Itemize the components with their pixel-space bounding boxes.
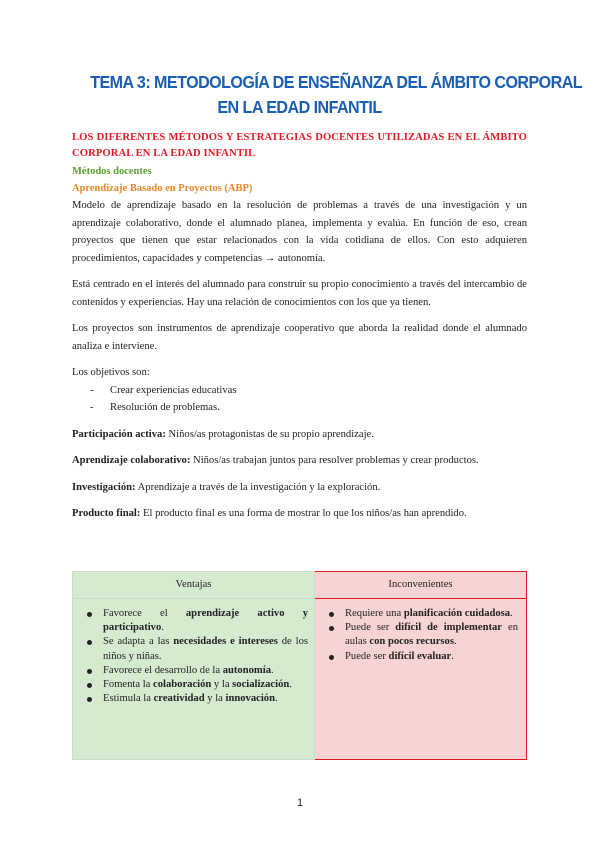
definition-investigacion: Investigación: Aprendizaje a través de la investigación y la exploración.	[72, 481, 381, 493]
definition-producto-final: Producto final: El producto final es una forma de mostrar lo que los niños/as han aprendido.	[72, 508, 467, 519]
list-item: - Crear experiencias educativas	[90, 384, 237, 396]
title-line-2: EN LA EDAD INFANTIL	[217, 97, 382, 117]
page-title	[90, 70, 583, 120]
list-item: Estimula la creatividad y la innovación.	[81, 692, 308, 706]
subsubheading: Aprendizaje Basado en Proyectos (ABP)	[72, 183, 253, 194]
table-header-pros: Ventajas	[73, 572, 315, 599]
list-item: - Resolución de problemas.	[90, 402, 220, 413]
objectives-list	[72, 382, 527, 417]
list-item: Puede ser difícil evaluar.	[323, 650, 518, 664]
document-page	[72, 70, 583, 523]
table-header-cons: Inconvenientes	[315, 572, 527, 599]
list-item: Requiere una planificación cuidadosa.	[323, 607, 518, 621]
title-line-1: TEMA 3: METODOLOGÍA DE ENSEÑANZA DEL ÁMBITO CORPORAL	[90, 72, 583, 92]
objectives-intro: Los objetivos son:	[72, 367, 150, 378]
list-item: Puede ser difícil de implementar en aulas con pocos recursos.	[323, 621, 518, 649]
section-heading: LOS DIFERENTES MÉTODOS Y ESTRATEGIAS DOCENTES UTILIZADAS EN EL ÁMBITO CORPORAL EN LA EDAD INFANTIL	[72, 132, 527, 159]
pros-cons-table	[72, 571, 527, 760]
list-item: Favorece el desarrollo de la autonomía.	[81, 664, 308, 678]
cons-cell	[315, 599, 527, 760]
page-number: 1	[296, 797, 304, 809]
definition-participacion: Participación activa: Niños/as protagonistas de su propio aprendizaje.	[72, 428, 374, 440]
paragraph-3: Los proyectos son instrumentos de aprendizaje cooperativo que aborda la realidad donde el alumnado analiza e interviene.	[72, 323, 527, 352]
definition-aprendizaje-colaborativo: Aprendizaje colaborativo: Niños/as trabajan juntos para resolver problemas y crear productos.	[72, 455, 479, 466]
list-item: Favorece el aprendizaje activo y participativo.	[81, 607, 308, 635]
pros-cell	[73, 599, 315, 760]
subheading: Métodos docentes	[72, 166, 152, 177]
paragraph-2: Está centrado en el interés del alumnado para construir su propio conocimiento a través del intercambio de contenidos y experiencias. Hay una relación de conocimientos con los que ya tienen.	[72, 279, 527, 308]
list-item: Se adapta a las necesidades e intereses de los niños y niñas.	[81, 635, 308, 663]
list-item: Fomenta la colaboración y la socialización.	[81, 678, 308, 692]
paragraph-1: Modelo de aprendizaje basado en la resolución de problemas a través de una investigación y un aprendizaje colaborativo, donde el alumnado planea, implementa y evalúa. En función de eso, crean proyectos que tienen que estar relacionados con la vida cotidiana de ellos. Con esto adquieren procedimientos, capacidades y competencias → autonomía.	[72, 200, 527, 264]
